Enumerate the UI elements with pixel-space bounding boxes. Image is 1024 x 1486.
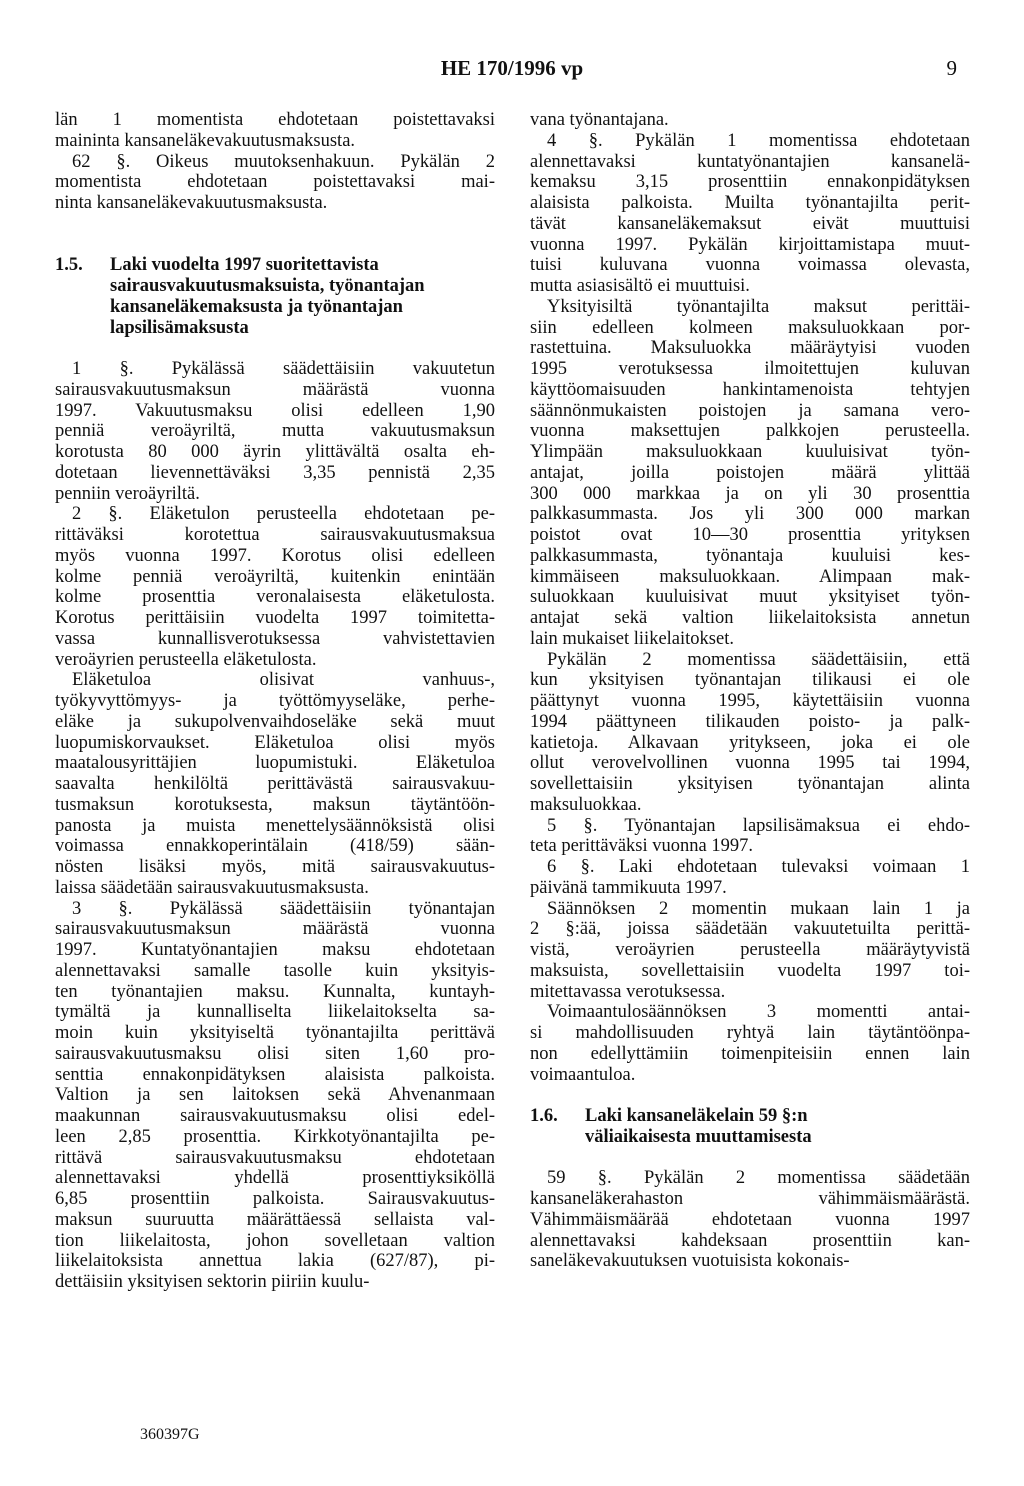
text-line: kimmäiseen maksuluokkaan. Alimpaan mak- — [530, 566, 970, 587]
text-line: 1995 verotuksessa ilmoitettujen kuluvan — [530, 359, 970, 379]
text-line: tuisi kuluvana vuonna voimassa olevasta, — [530, 255, 970, 276]
text-line: län 1 momentista ehdotetaan poistettavaksi — [55, 110, 495, 130]
document-title: HE 170/1996 vp — [440, 56, 584, 80]
text-line: vana työnantajana. — [530, 110, 669, 130]
text-line: kun yksityisen työnantajan tilikausi ei ole — [530, 670, 970, 691]
text-line: sairausvakuutusmaksun määrästä vuonna — [55, 919, 495, 940]
text-line: Yksityisiltä työnantajilta maksut perittäi- — [547, 296, 970, 317]
text-line: palkkasummasta, työnantaja kuuluisi kes- — [530, 545, 970, 566]
text-line: mutta asiasisältö ei muuttuisi. — [530, 276, 750, 296]
text-line: suluokkaan kuuluisivat muut yksityiset työn- — [530, 587, 970, 608]
text-line: antajat, joilla poistojen määrä ylittää — [530, 462, 970, 483]
text-line: vistä, veroäyrien perusteella määräytyvistä — [530, 940, 970, 960]
text-line: 6 §. Laki ehdotetaan tulevaksi voimaan 1 — [547, 857, 970, 877]
paragraph — [530, 1168, 970, 1272]
text-line: moin kuin yksityiseltä työnantajilta perittävä — [55, 1023, 495, 1043]
text-line: ollut verovelvollinen vuonna 1995 tai 1994, — [530, 753, 970, 774]
text-line: 2 §. Eläketulon perusteella ehdotetaan pe- — [72, 504, 495, 525]
section-heading — [55, 255, 495, 338]
text-line: 4 §. Pykälän 1 momentissa ehdotetaan — [547, 130, 970, 151]
text-line: liikelaitoksista annettua lakia (627/87), pi- — [55, 1251, 495, 1272]
text-line: päivänä tammikuuta 1997. — [530, 877, 727, 898]
text-line: si mahdollisuuden ryhtyä lain täytäntöönpa- — [530, 1023, 970, 1043]
text-line: dotetaan lievennettäväksi 3,35 pennistä 2,35 — [55, 462, 495, 483]
section-title-line: lapsilisämaksusta — [110, 317, 249, 338]
text-line: alennettavaksi kahdeksaan prosenttiin kan- — [530, 1230, 970, 1251]
text-line: antajat sekä valtion liikelaitoksista annetun — [530, 608, 970, 628]
left-column — [55, 110, 495, 1293]
text-line: momentista ehdotetaan poistettavaksi mai- — [55, 172, 495, 193]
text-line: veroäyrien perusteella eläketulosta. — [55, 649, 317, 670]
text-line: maksun suuruutta määrättäessä sellaista val- — [55, 1209, 495, 1230]
text-line: rastettuina. Maksuluokka määräytyisi vuoden — [530, 338, 970, 359]
section-title-line: kansaneläkemaksusta ja työnantajan — [110, 296, 403, 317]
text-line: laissa säädetään sairausvakuutusmaksusta. — [55, 877, 369, 898]
text-line: 2 §:ää, joissa säädetään vakuutetuilta perittä- — [530, 919, 970, 940]
text-line: nösten lisäksi myös, mitä sairausvakuutus- — [55, 857, 495, 877]
text-line: alaisista palkoista. Muilta työnantajilta perit- — [530, 193, 970, 213]
paragraph — [55, 504, 495, 670]
text-line: mitettavassa verotuksessa. — [530, 981, 726, 1002]
paragraph — [55, 899, 495, 1293]
text-line: tion liikelaitosta, johon sovelletaan valtion — [55, 1230, 495, 1251]
paragraph — [55, 110, 495, 152]
text-line: 300 000 markkaa ja on yli 30 prosenttia — [530, 483, 970, 504]
paragraph — [530, 110, 970, 131]
spacer — [530, 1085, 970, 1106]
text-line: saneläkevakuutuksen vuotuisista kokonais- — [530, 1251, 850, 1272]
text-line: Pykälän 2 momentissa säädettäisiin, että — [547, 649, 970, 670]
text-line: saavalta henkilöltä perittävästä sairausvakuu- — [55, 774, 495, 794]
text-line: Vähimmäismäärää ehdotetaan vuonna 1997 — [530, 1209, 970, 1230]
section-title — [585, 1106, 970, 1148]
text-line: alennettavaksi yhdellä prosenttiyksiköllä — [55, 1168, 495, 1189]
text-line: 59 §. Pykälän 2 momentissa säädetään — [547, 1168, 970, 1189]
text-line: penniin veroäyriltä. — [55, 483, 200, 504]
text-line: 3 §. Pykälässä säädettäisiin työnantajan — [72, 898, 495, 919]
paragraph — [530, 857, 970, 899]
text-line: maksuista, sovellettaisiin vuodelta 1997 toi- — [530, 960, 970, 981]
text-line: poistot ovat 10—30 prosenttia yrityksen — [530, 525, 970, 545]
text-line: Eläketuloa olisivat vanhuus-, — [72, 670, 495, 691]
text-line: vassa kunnallisverotuksessa vahvistettavien — [55, 628, 495, 649]
text-line: vuonna maksettujen palkkojen perusteella. — [530, 421, 970, 442]
section-title — [110, 255, 495, 338]
paragraph — [530, 899, 970, 1003]
text-line: rittäväksi korotettua sairausvakuutusmaksua — [55, 525, 495, 545]
text-line: eläke ja sukupolvenvaihdoseläke sekä muut — [55, 711, 495, 732]
text-line: siin edelleen kolmeen maksuluokkaan por- — [530, 317, 970, 338]
text-line: voimaantuloa. — [530, 1064, 636, 1085]
section-title-line: sairausvakuutusmaksuista, työnantajan — [110, 276, 425, 296]
section-heading — [530, 1106, 970, 1148]
paragraph — [55, 152, 495, 214]
text-line: Korotus perittäisiin vuodelta 1997 toimitetta- — [55, 608, 495, 628]
text-line: kemaksu 3,15 prosenttiin ennakonpidätyksen — [530, 172, 970, 193]
text-line: luopumiskorvaukset. Eläketuloa olisi myös — [55, 732, 495, 753]
paragraph — [530, 1002, 970, 1085]
page-number: 9 — [946, 56, 957, 80]
text-line: alennettavaksi samalle tasolle kuin yksityis- — [55, 960, 495, 981]
text-line: maatalousyrittäjien luopumistuki. Eläketuloa — [55, 753, 495, 774]
page-header — [0, 56, 1024, 86]
text-line: teta perittäväksi vuonna 1997. — [530, 836, 753, 857]
right-column — [530, 110, 970, 1272]
text-line: tymältä ja kunnalliselta liikelaitokselta sa- — [55, 1002, 495, 1023]
paragraph — [530, 650, 970, 816]
text-line: Voimaantulosäännöksen 3 momentti antai- — [547, 1002, 970, 1023]
section-title-line: väliaikaisesta muuttamisesta — [585, 1126, 812, 1147]
text-line: 1994 päättyneen tilikauden poisto- ja palk- — [530, 711, 970, 732]
text-line: leen 2,85 prosenttia. Kirkkotyönantajilta pe- — [55, 1126, 495, 1147]
text-line: tusmaksun korotuksesta, maksun täytäntöön- — [55, 794, 495, 815]
text-line: myös vuonna 1997. Korotus olisi edelleen — [55, 545, 495, 566]
section-title-line: Laki kansaneläkelain 59 §:n — [585, 1106, 808, 1126]
text-line: päättynyt vuonna 1995, käytettäisiin vuonna — [530, 691, 970, 711]
text-line: sairausvakuutusmaksun määrästä vuonna — [55, 379, 495, 400]
text-line: 62 §. Oikeus muutoksenhakuun. Pykälän 2 — [72, 151, 495, 172]
text-line: 1 §. Pykälässä säädettäisiin vakuutetun — [72, 359, 495, 379]
text-line: ninta kansaneläkevakuutusmaksusta. — [55, 193, 328, 213]
text-line: maakunnan sairausvakuutusmaksu olisi edel- — [55, 1106, 495, 1126]
text-line: lain mukaiset liikelaitokset. — [530, 628, 734, 649]
text-line: sovellettaisiin yksityisen työnantajan alinta — [530, 774, 970, 794]
text-line: Ylimpään maksuluokkaan kuuluisivat työn- — [530, 442, 970, 462]
footer-code: 360397G — [140, 1426, 200, 1443]
text-line: sairausvakuutusmaksu olisi siten 1,60 pro- — [55, 1043, 495, 1064]
text-line: käyttöomaisuuden hankintamenoista tehtyjen — [530, 379, 970, 400]
text-line: voimassa ennakkoperintälain (418/59) sään- — [55, 836, 495, 857]
spacer — [55, 338, 495, 359]
section-title-line: Laki vuodelta 1997 suoritettavista — [110, 255, 379, 276]
text-line: rittävä sairausvakuutusmaksu ehdotetaan — [55, 1147, 495, 1168]
text-line: maininta kansaneläkevakuutusmaksusta. — [55, 130, 356, 151]
text-line: kolme prosenttia veronalaisesta eläketulosta. — [55, 587, 495, 608]
spacer — [55, 235, 495, 256]
section-number: 1.6. — [530, 1106, 558, 1126]
text-line: panosta ja muista menettelysäännöksistä olisi — [55, 815, 495, 836]
text-line: 1997. Vakuutusmaksu olisi edelleen 1,90 — [55, 400, 495, 421]
text-line: säännönmukaisten poistojen ja samana vero- — [530, 400, 970, 421]
text-line: kolme penniä veroäyriltä, kuitenkin enintään — [55, 566, 495, 587]
text-line: palkkasummasta. Jos yli 300 000 markan — [530, 504, 970, 525]
text-line: maksuluokkaa. — [530, 794, 642, 815]
paragraph — [530, 131, 970, 297]
text-line: tävät kansaneläkemaksut eivät muuttuisi — [530, 213, 970, 234]
text-line: kansaneläkerahaston vähimmäismäärästä. — [530, 1189, 970, 1209]
spacer — [530, 1148, 970, 1169]
spacer — [55, 214, 495, 235]
text-line: non edellyttämiin toimenpiteisiin ennen lain — [530, 1043, 970, 1064]
text-line: alennettavaksi kuntatyönantajien kansanelä- — [530, 151, 970, 172]
text-line: korotusta 80 000 äyrin ylittävältä osalta eh- — [55, 442, 495, 462]
paragraph — [530, 297, 970, 650]
paragraph — [55, 670, 495, 898]
text-line: katietoja. Alkavaan yritykseen, joka ei ole — [530, 732, 970, 753]
text-line: dettäisiin yksityisen sektorin piiriin kuulu- — [55, 1272, 370, 1292]
paragraph — [55, 359, 495, 504]
section-number: 1.5. — [55, 255, 83, 276]
text-line: vuonna 1997. Pykälän kirjoittamistapa muut- — [530, 234, 970, 255]
text-line: Valtion ja sen laitoksen sekä Ahvenanmaan — [55, 1085, 495, 1106]
text-line: Säännöksen 2 momentin mukaan lain 1 ja — [547, 898, 970, 919]
paragraph — [530, 816, 970, 858]
text-line: senttia ennakonpidätyksen alaisista palkoista. — [55, 1064, 495, 1085]
text-line: penniä veroäyriltä, mutta vakuutusmaksun — [55, 421, 495, 442]
text-line: 5 §. Työnantajan lapsilisämaksua ei ehdo- — [547, 815, 970, 836]
text-line: 6,85 prosenttiin palkoista. Sairausvakuutus- — [55, 1189, 495, 1209]
text-line: 1997. Kuntatyönantajien maksu ehdotetaan — [55, 940, 495, 960]
text-line: ten työnantajien maksu. Kunnalta, kuntayh- — [55, 981, 495, 1002]
text-line: työkyvyttömyys- ja työttömyyseläke, perhe- — [55, 691, 495, 711]
